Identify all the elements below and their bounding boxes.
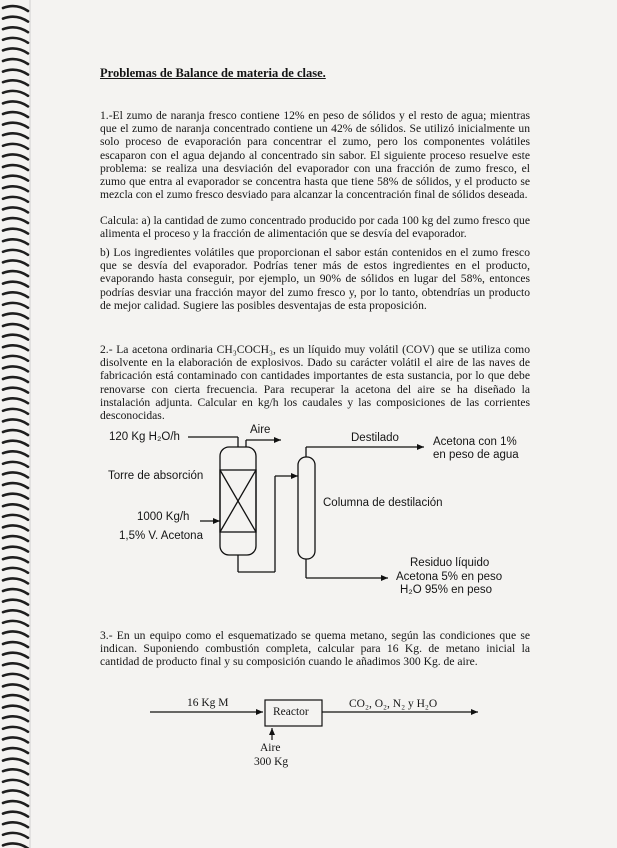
residue-acetone-label: Acetona 5% en peso xyxy=(396,571,503,583)
problem-2-text-start: 2.- La acetona ordinaria xyxy=(100,343,217,356)
acetone-formula: CH₃COCH₃ xyxy=(216,343,274,356)
gas-feed-rate-label: 1000 Kg/h xyxy=(137,511,190,523)
distillation-column-shape xyxy=(298,457,315,559)
distillate-composition-line-2: en peso de agua xyxy=(433,449,519,461)
distillate-label: Destilado xyxy=(351,432,399,444)
page-title: Problemas de Balance de materia de clase. xyxy=(100,66,326,80)
problem-1-part-b: b) Los ingredientes volátiles que proporcionan el sabor están contenidos en el zumo fresco que se desvía del evaporador. Podrías tener más de estos ingredientes en el producto, evaporando hasta conseguir, por ejemplo, un 90% de sólidos en lugar del 58%, entonces podrías desviar una fracción mayor del zumo fresco y, por lo tanto, obtendrías un producto de mejor calidad. Sugiere las posibles desventajas de esta proposición. xyxy=(100,246,530,312)
gas-feed-composition-label: 1,5% V. Acetona xyxy=(119,530,203,542)
distillation-column-label: Columna de destilación xyxy=(323,497,443,509)
residue-water-label: H₂O 95% en peso xyxy=(400,584,493,596)
residue-label: Residuo líquido xyxy=(410,557,490,569)
distillate-composition-line-1: Acetona con 1% xyxy=(433,436,517,448)
air-feed-label: Aire xyxy=(260,742,281,754)
air-outlet-label: Aire xyxy=(250,424,271,436)
problem-3-statement: 3.- En un equipo como el esquematizado se quema metano, según las condiciones que se indican. Suponiendo combustión completa, calcular para 16 Kg. de metano inicial la cantidad de producto final y su composición cuando le añadimos 300 Kg. de aire. xyxy=(100,629,530,669)
problem-1-statement: 1.-El zumo de naranja fresco contiene 12% en peso de sólidos y el resto de agua; mientras que el zumo de naranja concentrado contiene un 42% de sólidos. Se utilizó inicialmente un solo proceso de evaporación para concentrar el zumo, pero los componentes volátiles escaparon con el agua dejando al concentrado sin sabor. El siguiente proceso resuelve este problema: se realiza una desviación del evaporador con una fracción de zumo fresco, el zumo que entra al evaporador se concentra hasta que tiene 58% de sólidos, y el producto se mezcla con el zumo fresco desviado para alcanzar la concentración final de sólidos deseada. xyxy=(100,109,530,202)
water-feed-label: 120 Kg H₂O/h xyxy=(109,431,180,443)
problem-1-part-a: Calcula: a) la cantidad de zumo concentrado producido por cada 100 kg del zumo fresco que alimenta el proceso y la fracción de alimentación que se desvía del evaporador. xyxy=(100,214,530,241)
absorption-tower-label: Torre de absorción xyxy=(108,470,204,482)
methane-feed-label: 16 Kg M xyxy=(187,697,229,709)
products-label: CO₂, O₂, N₂ y H₂O xyxy=(349,698,438,710)
problem-2-text-end: , es un líquido muy volátil (COV) que se utiliza como disolvente en la elaboración de explosivos. Dado su carácter volátil el aire de las naves de fabricación está contaminado con cantidades importantes de esta sustancia, por lo que debe renovarse con cierta frecuencia. Para recuperar la acetona del aire se ha diseñado la instalación adjunta. Calcular en kg/h los caudales y las composiciones de las corrientes desconocidas. xyxy=(100,343,530,423)
reactor-label: Reactor xyxy=(273,706,309,718)
air-feed-amount-label: 300 Kg xyxy=(254,756,289,768)
